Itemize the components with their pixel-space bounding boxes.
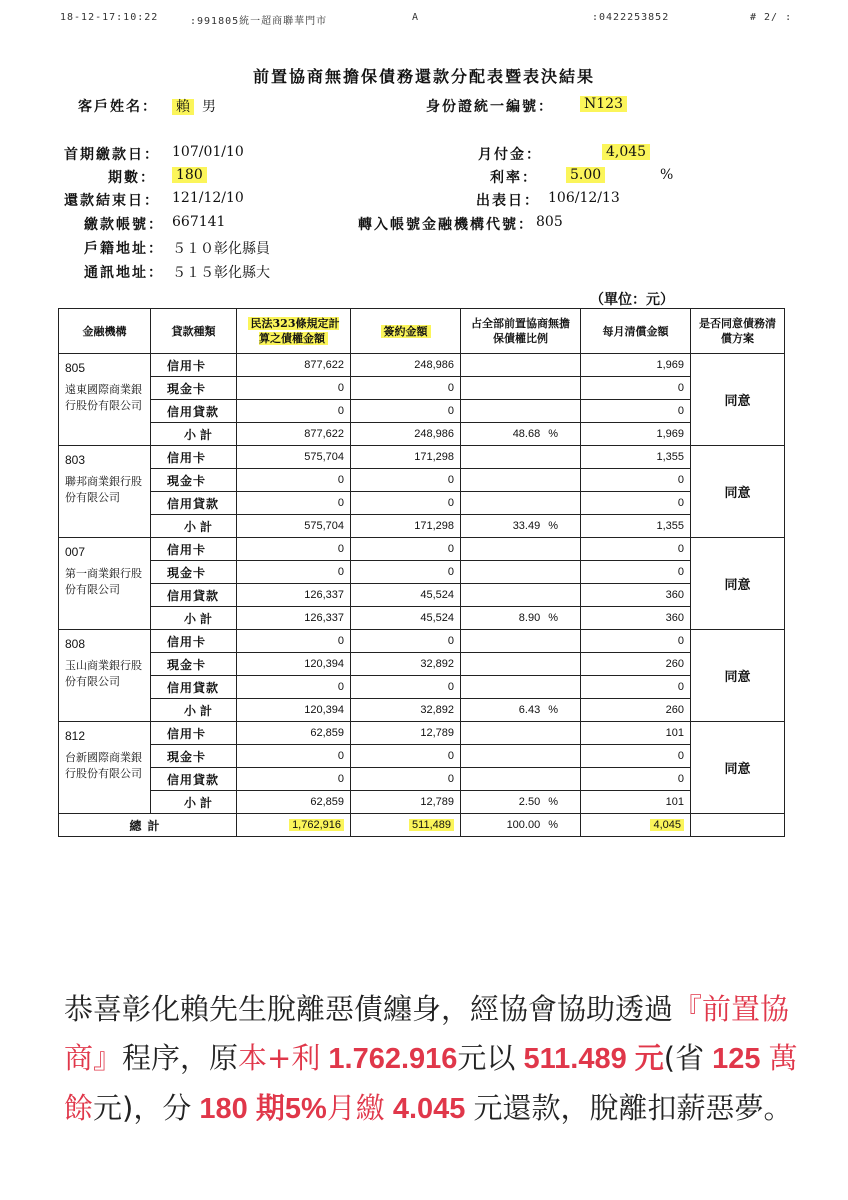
bank-cell: [59, 630, 151, 722]
table-row: [59, 538, 785, 561]
subtotal-label: 小計: [151, 607, 237, 630]
bank-cell: [59, 446, 151, 538]
customer-name-label: 客戶姓名：: [78, 99, 158, 115]
subtotal-ratio: [461, 607, 581, 630]
contract-amount: 0: [351, 492, 461, 515]
contract-amount: 0: [351, 377, 461, 400]
caption-number: 1.762.916: [320, 1043, 458, 1075]
issue-label: 出表日：: [476, 193, 540, 209]
total-agree-empty: [691, 814, 785, 837]
monthly-amount: 260: [581, 653, 691, 676]
ratio-empty: [461, 492, 581, 515]
transfer-value: 805: [536, 214, 563, 230]
agree-status: 同意: [691, 354, 785, 446]
caption-part: 元)，分: [93, 1091, 192, 1125]
ratio-empty: [461, 354, 581, 377]
claim-amount: 575,704: [237, 446, 351, 469]
claim-amount: 0: [237, 676, 351, 699]
total-monthly: 4,045: [650, 819, 684, 831]
fax-phone: :0422253852: [592, 12, 670, 23]
table-row: [59, 492, 785, 515]
loan-type: 信用卡: [151, 722, 237, 745]
table-row: [59, 354, 785, 377]
ratio-empty: [461, 584, 581, 607]
subtotal-contract: 12,789: [351, 791, 461, 814]
monthly-amount: 1,969: [581, 354, 691, 377]
claim-amount: 0: [237, 469, 351, 492]
table-body: [59, 354, 785, 837]
ratio-empty: [461, 653, 581, 676]
ratio-value: 6.43: [518, 704, 541, 716]
header-monthly: 每月清償金額: [581, 309, 691, 354]
monthly-amount: 360: [581, 584, 691, 607]
subtotal-ratio: [461, 699, 581, 722]
table-row: [59, 768, 785, 791]
first-pay-label: 首期繳款日：: [64, 147, 160, 163]
contract-amount: 0: [351, 676, 461, 699]
monthly-amount: 0: [581, 400, 691, 423]
contract-amount: 0: [351, 768, 461, 791]
subtotal-contract: 32,892: [351, 699, 461, 722]
first-pay-date: 107/01/10: [172, 144, 244, 160]
contract-amount: 12,789: [351, 722, 461, 745]
rate-label: 利率：: [490, 170, 538, 186]
table-header-row: [59, 309, 785, 354]
monthly-amount: 0: [581, 469, 691, 492]
monthly-amount: 0: [581, 492, 691, 515]
loan-type: 信用卡: [151, 354, 237, 377]
fax-sender: :991805統一超商聯華門市: [190, 16, 328, 27]
fax-header: [60, 12, 828, 28]
caption-number: 4.045: [384, 1093, 474, 1125]
loan-type: 現金卡: [151, 745, 237, 768]
subtotal-claim: 126,337: [237, 607, 351, 630]
ratio-unit: %: [548, 612, 558, 624]
id-value: N123: [580, 96, 627, 112]
contract-amount: 0: [351, 561, 461, 584]
ratio-unit: %: [548, 520, 558, 532]
subtotal-monthly: 101: [581, 791, 691, 814]
bank-name: 玉山商業銀行股份有限公司: [65, 659, 142, 688]
loan-type: 信用卡: [151, 630, 237, 653]
subtotal-label: 小計: [151, 791, 237, 814]
loan-type: 信用貸款: [151, 676, 237, 699]
loan-type: 信用卡: [151, 446, 237, 469]
monthly-amount: 0: [581, 630, 691, 653]
caption-number: 180 期: [191, 1093, 285, 1125]
caption-highlight: 月繳: [326, 1091, 385, 1125]
bank-cell: [59, 354, 151, 446]
agree-status: 同意: [691, 630, 785, 722]
contract-amount: 0: [351, 538, 461, 561]
total-contract: 511,489: [409, 819, 454, 831]
table-row: [59, 400, 785, 423]
bank-code: 805: [65, 361, 86, 375]
customer-name-suffix: 男: [202, 99, 216, 115]
caption-text: [64, 985, 824, 1134]
end-label: 還款結束日：: [64, 193, 160, 209]
header-claim: 民法323條規定計算之債權金額: [248, 317, 340, 345]
contract-amount: 45,524: [351, 584, 461, 607]
claim-amount: 877,622: [237, 354, 351, 377]
periods-label: 期數：: [108, 170, 156, 186]
total-ratio-unit: %: [548, 819, 558, 831]
monthly-label: 月付金：: [478, 147, 542, 163]
bank-name: 聯邦商業銀行股份有限公司: [65, 475, 142, 504]
total-monthly-cell: [581, 814, 691, 837]
header-ratio: 占全部前置協商無擔保債權比例: [461, 309, 581, 354]
claim-amount: 0: [237, 492, 351, 515]
caption-highlight: 萬餘: [64, 1041, 798, 1125]
claim-amount: 0: [237, 377, 351, 400]
monthly-amount: 101: [581, 722, 691, 745]
monthly-value: 4,045: [602, 144, 650, 160]
rate-unit: %: [660, 167, 674, 183]
subtotal-row: [59, 791, 785, 814]
claim-amount: 0: [237, 561, 351, 584]
monthly-amount: 0: [581, 676, 691, 699]
household-value: ５１０彰化縣員: [172, 241, 270, 257]
caption-highlight: 『前置協商』: [64, 992, 790, 1075]
caption-part: (省: [663, 1041, 705, 1075]
table-row: [59, 561, 785, 584]
caption-part: 元還款，脫離扣薪惡夢。: [473, 1091, 793, 1125]
document-title: 前置協商無擔保債務還款分配表暨表決結果: [252, 67, 595, 86]
contract-amount: 248,986: [351, 354, 461, 377]
end-date: 121/12/10: [172, 190, 244, 206]
caption-part: 元以: [457, 1041, 516, 1075]
subtotal-contract: 248,986: [351, 423, 461, 446]
subtotal-ratio: [461, 791, 581, 814]
claim-amount: 126,337: [237, 584, 351, 607]
mail-value: ５１５彰化縣大: [172, 265, 270, 281]
ratio-unit: %: [548, 704, 558, 716]
agree-status: 同意: [691, 538, 785, 630]
mail-label: 通訊地址：: [84, 265, 164, 281]
total-claim-cell: [237, 814, 351, 837]
caption-part: 程序，原: [122, 1041, 239, 1075]
caption-highlight: 本+利: [238, 1041, 321, 1075]
contract-amount: 0: [351, 469, 461, 492]
ratio-empty: [461, 446, 581, 469]
ratio-empty: [461, 400, 581, 423]
ratio-empty: [461, 745, 581, 768]
unit-label: （單位：元）: [590, 292, 674, 308]
bank-code: 812: [65, 729, 86, 743]
claim-amount: 0: [237, 745, 351, 768]
subtotal-claim: 877,622: [237, 423, 351, 446]
subtotal-claim: 120,394: [237, 699, 351, 722]
monthly-amount: 1,355: [581, 446, 691, 469]
loan-type: 現金卡: [151, 377, 237, 400]
subtotal-row: [59, 423, 785, 446]
total-ratio: [461, 814, 581, 837]
table-row: [59, 630, 785, 653]
loan-type: 現金卡: [151, 561, 237, 584]
claim-amount: 0: [237, 768, 351, 791]
claim-amount: 0: [237, 400, 351, 423]
header-loan-type: 貸款種類: [151, 309, 237, 354]
bank-cell: [59, 538, 151, 630]
subtotal-claim: 62,859: [237, 791, 351, 814]
header-contract: 簽約金額: [381, 325, 431, 338]
fax-mark: A: [412, 12, 420, 23]
claim-amount: 0: [237, 538, 351, 561]
bank-cell: [59, 722, 151, 814]
loan-type: 信用貸款: [151, 584, 237, 607]
subtotal-monthly: 360: [581, 607, 691, 630]
account-label: 繳款帳號：: [84, 217, 164, 233]
issue-date: 106/12/13: [548, 190, 620, 206]
table-row: [59, 446, 785, 469]
table-row: [59, 469, 785, 492]
ratio-unit: %: [548, 796, 558, 808]
subtotal-contract: 171,298: [351, 515, 461, 538]
contract-amount: 32,892: [351, 653, 461, 676]
contract-amount: 0: [351, 745, 461, 768]
bank-name: 台新國際商業銀行股份有限公司: [65, 751, 142, 780]
distribution-table: [58, 308, 785, 837]
fax-page: # 2/ :: [750, 12, 793, 23]
agree-status: 同意: [691, 722, 785, 814]
claim-amount: 120,394: [237, 653, 351, 676]
periods-value: 180: [172, 167, 207, 183]
ratio-value: 8.90: [518, 612, 541, 624]
agree-status: 同意: [691, 446, 785, 538]
ratio-unit: %: [548, 428, 558, 440]
loan-type: 現金卡: [151, 653, 237, 676]
subtotal-label: 小計: [151, 515, 237, 538]
ratio-empty: [461, 561, 581, 584]
subtotal-row: [59, 699, 785, 722]
bank-code: 007: [65, 545, 86, 559]
household-label: 戶籍地址：: [84, 241, 164, 257]
table-row: [59, 653, 785, 676]
caption-part: 恭喜彰化賴先生脫離惡債纏身，經協會協助透過: [64, 992, 674, 1026]
loan-type: 信用卡: [151, 538, 237, 561]
total-label: 總計: [59, 814, 237, 837]
subtotal-monthly: 1,969: [581, 423, 691, 446]
account-value: 667141: [172, 214, 226, 230]
subtotal-monthly: 1,355: [581, 515, 691, 538]
subtotal-monthly: 260: [581, 699, 691, 722]
contract-amount: 171,298: [351, 446, 461, 469]
bank-name: 第一商業銀行股份有限公司: [65, 567, 142, 596]
id-label: 身份證統一編號：: [426, 99, 554, 115]
bank-code: 808: [65, 637, 86, 651]
monthly-amount: 0: [581, 377, 691, 400]
fax-timestamp: 18-12-17:10:22: [60, 12, 159, 23]
table-row: [59, 722, 785, 745]
ratio-value: 2.50: [518, 796, 541, 808]
subtotal-label: 小計: [151, 699, 237, 722]
table-row: [59, 676, 785, 699]
caption-number: 125: [704, 1043, 769, 1075]
rate-value: 5.00: [566, 167, 605, 183]
subtotal-contract: 45,524: [351, 607, 461, 630]
total-contract-cell: [351, 814, 461, 837]
ratio-value: 48.68: [512, 428, 541, 440]
loan-type: 信用貸款: [151, 768, 237, 791]
subtotal-label: 小計: [151, 423, 237, 446]
table-row: [59, 584, 785, 607]
monthly-amount: 0: [581, 768, 691, 791]
ratio-empty: [461, 538, 581, 561]
subtotal-ratio: [461, 423, 581, 446]
loan-type: 現金卡: [151, 469, 237, 492]
claim-amount: 0: [237, 630, 351, 653]
customer-name: 賴: [172, 99, 194, 115]
ratio-empty: [461, 377, 581, 400]
table-row: [59, 377, 785, 400]
monthly-amount: 0: [581, 538, 691, 561]
ratio-value: 33.49: [512, 520, 541, 532]
ratio-empty: [461, 768, 581, 791]
caption-number: 511.489 元: [515, 1043, 664, 1075]
header-institution: 金融機構: [59, 309, 151, 354]
contract-amount: 0: [351, 400, 461, 423]
monthly-amount: 0: [581, 561, 691, 584]
loan-type: 信用貸款: [151, 492, 237, 515]
table-row: [59, 745, 785, 768]
subtotal-claim: 575,704: [237, 515, 351, 538]
ratio-empty: [461, 469, 581, 492]
monthly-amount: 0: [581, 745, 691, 768]
ratio-empty: [461, 630, 581, 653]
ratio-empty: [461, 676, 581, 699]
claim-amount: 62,859: [237, 722, 351, 745]
subtotal-row: [59, 607, 785, 630]
transfer-label: 轉入帳號金融機構代號：: [358, 217, 534, 233]
contract-amount: 0: [351, 630, 461, 653]
loan-type: 信用貸款: [151, 400, 237, 423]
header-agree: 是否同意債務清償方案: [691, 309, 785, 354]
total-row: [59, 814, 785, 837]
subtotal-ratio: [461, 515, 581, 538]
total-claim: 1,762,916: [289, 819, 344, 831]
bank-name: 遠東國際商業銀行股份有限公司: [65, 383, 142, 412]
subtotal-row: [59, 515, 785, 538]
bank-code: 803: [65, 453, 86, 467]
ratio-empty: [461, 722, 581, 745]
caption-number: 5%: [284, 1093, 327, 1125]
total-ratio-value: 100.00: [506, 819, 541, 831]
